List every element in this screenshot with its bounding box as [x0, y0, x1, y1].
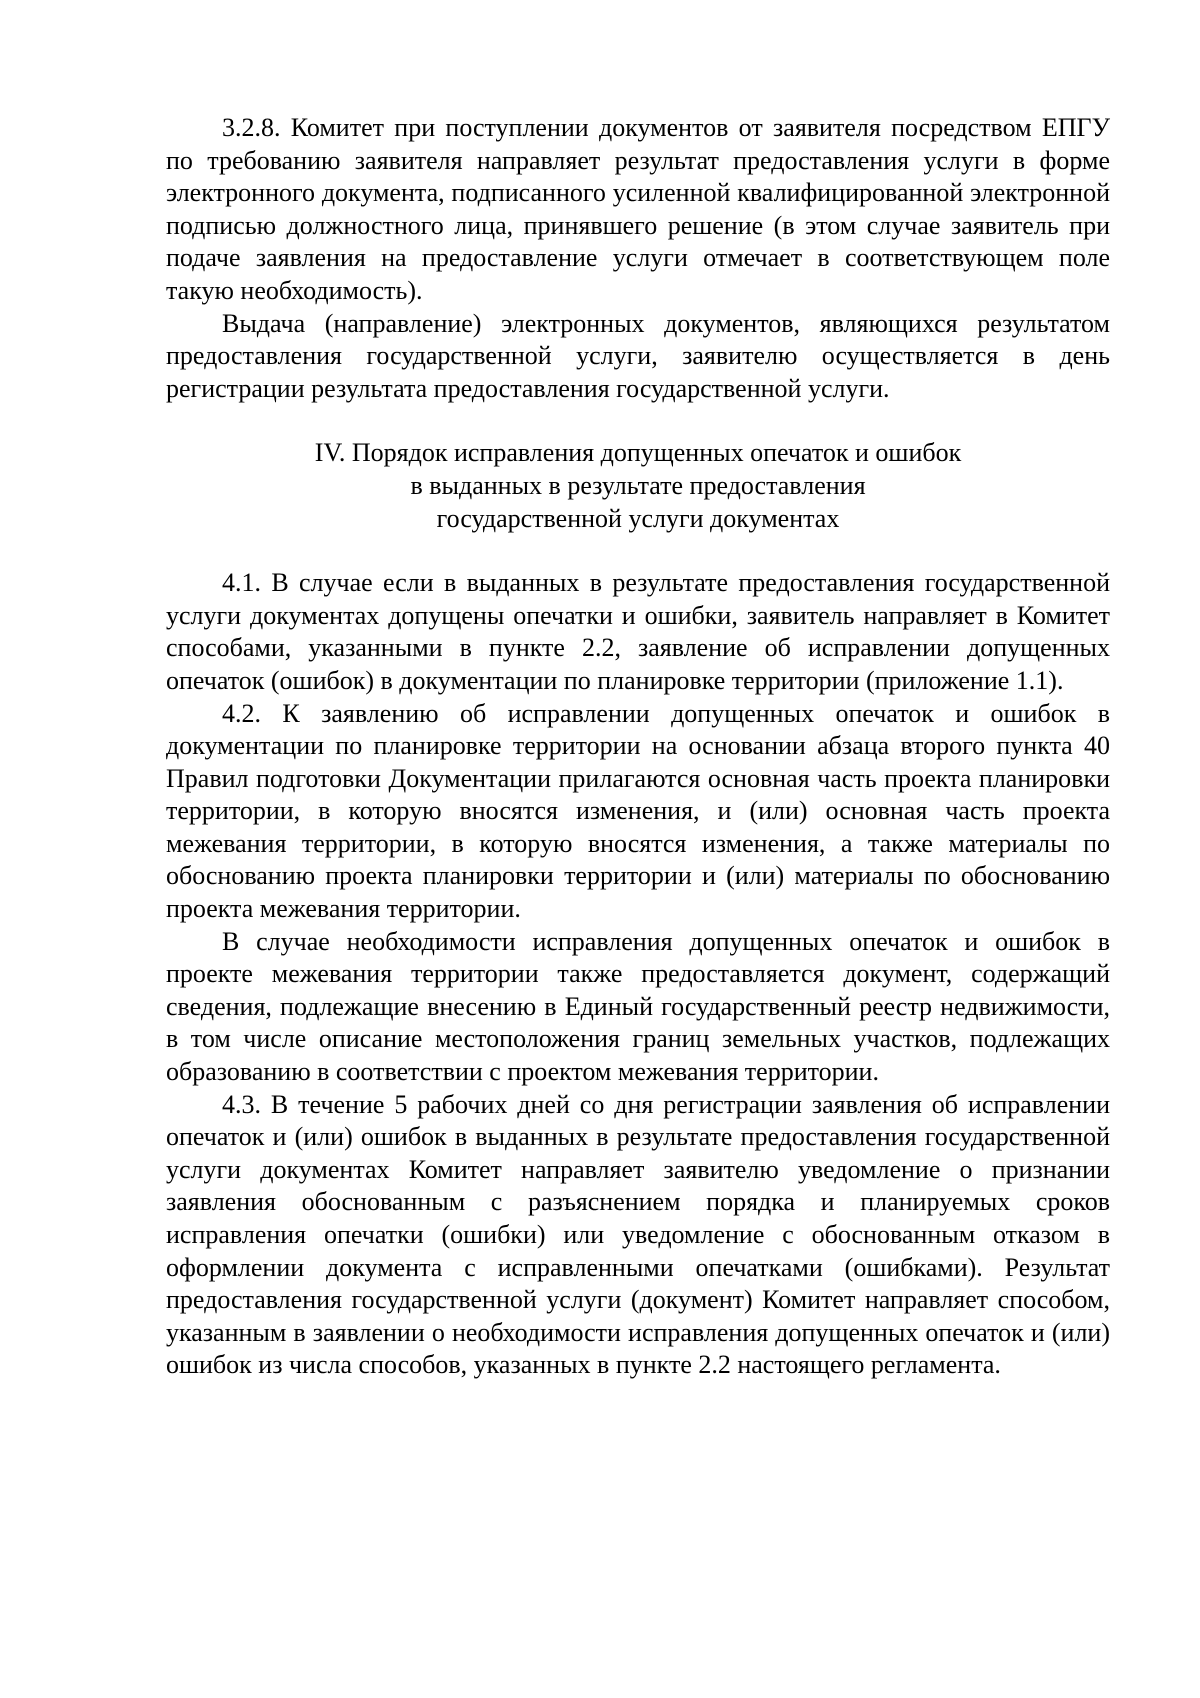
section-4-heading	[166, 437, 1110, 535]
document-body	[166, 112, 1110, 1382]
paragraph-4-3: 4.3. В течение 5 рабочих дней со дня регистрации заявления об исправлении опечаток и (или) ошибок в выданных в результате предоставления государственной услуги документах Комитет направляет заявителю уведомление о признании заявления обоснованным с разъяснением порядка и планируемых сроков исправления опечатки (ошибки) или уведомление с обоснованным отказом в оформлении документа с исправленными опечатками (ошибками). Результат предоставления государственной услуги (документ) Комитет направляет способом, указанным в заявлении о необходимости исправления допущенных опечаток и (или) ошибок из числа способов, указанных в пункте 2.2 настоящего регламента.	[166, 1089, 1110, 1380]
paragraph-4-1: 4.1. В случае если в выданных в результате предоставления государственной услуги документах допущены опечатки и ошибки, заявитель направляет в Комитет способами, указанными в пункте 2.2, заявление об исправлении допущенных опечаток (ошибок) в документации по планировке территории (приложение 1.1).	[166, 568, 1110, 695]
paragraph-3-2-8: 3.2.8. Комитет при поступлении документов от заявителя посредством ЕПГУ по требованию заявителя направляет результат предоставления услуги в форме электронного документа, подписанного усиленной квалифицированной электронной подписью должностного лица, принявшего решение (в этом случае заявитель при подаче заявления на предоставление услуги отмечает в соответствующем поле такую необходимость).	[166, 113, 1110, 305]
heading-line: государственной услуги документах	[436, 503, 840, 533]
paragraph-4-2: 4.2. К заявлению об исправлении допущенных опечаток и ошибок в документации по планировке территории на основании абзаца второго пункта 40 Правил подготовки Документации прилагаются основная часть проекта планировки территории, в которую вносятся изменения, и (или) основная часть проекта межевания территории, в которую вносятся изменения, а также материалы по обоснованию проекта планировки территории и (или) материалы по обоснованию проекта межевания территории.	[166, 698, 1110, 924]
heading-line: IV. Порядок исправления допущенных опечаток и ошибок	[314, 438, 962, 468]
paragraph-issuance: Выдача (направление) электронных документов, являющихся результатом предоставления государственной услуги, заявителю осуществляется в день регистрации результата предоставления государственной услуги.	[166, 308, 1110, 403]
heading-line: в выданных в результате предоставления	[410, 470, 866, 500]
paragraph-4-2-cont: В случае необходимости исправления допущенных опечаток и ошибок в проекте межевания территории также предоставляется документ, содержащий сведения, подлежащие внесению в Единый государственный реестр недвижимости, в том числе описание местоположения границ земельных участков, подлежащих образованию в соответствии с проектом межевания территории.	[166, 926, 1110, 1087]
